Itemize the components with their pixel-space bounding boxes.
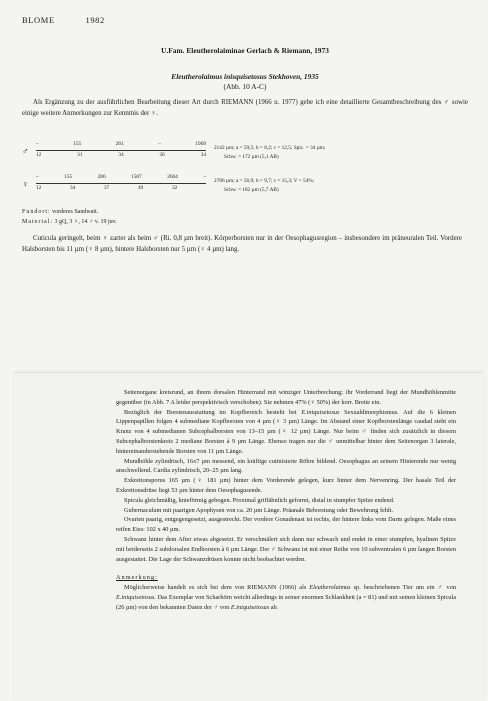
female-numerator: – 155 286 1507 2604 – (36, 174, 206, 180)
paragraph-seitenorgane: Seitenorgane kreisrund, an ihrem dorsalen Hinterrand mit winziger Unterbrechung; ihr Vorderrand liegt der Mundhöhlenmitte gegenüber (in Abb. 7 A leider perspektivisch verschoben). Sie nehmen 47% (♀ 50%) der korr. Breite ein. (116, 389, 456, 406)
female-fraction (36, 172, 206, 194)
specimen-info: Fundort: vorderes Sandwatt. Material: 3 gQ, 3 ♀, 14 ♂ v. 19 juv. (22, 209, 117, 225)
paragraph-spicula: Spicula gleichmäßig, knieförmig gebogen. Proximal griffähnlich geformt, distal in stumpfer Spitze endend. (124, 496, 395, 504)
paragraph-schwanz: Schwanz hinter dem After etwas abgesetzt. Er verschmälert sich dann nur schwach und endet in einer stumpfen, hyalinen Spitze mit beiderseits 2 subdorsalen Endborsten à 6 µm Länge. Der ♂ Schwanz ist mit einer Reihe von 10 subventralen 6 µm langen Borsten ausgestattet. Die Lage der Schwanzdrüsen konnte nicht beobachtet werden. (116, 535, 456, 563)
paragraph-gubernaculum: Gubernaculum mit paarigen Apophysen von ca. 20 µm Länge. Präanale Beborstung oder Bewehrung fehlt. (124, 506, 394, 514)
female-measurements: 2786 µm; a = 56,9; b = 9,7; c = 15,3; V = 54%; Schw. = 182 µm (5,7 AB) (214, 178, 315, 193)
paragraph-borsten: Bezüglich der Borstenausstattung im Kopfbereich besteht bei E.iniquisetosus Sexualdimorphismus. Auf die 6 kleinen Lippenpapillen folgen 4 submediane Kopfborsten von 4 µm (♀ 3 µm) Länge. Im Abstand einer Kopfborstenlänge caudad steht ein Kranz von 4 submedianen Subcephalborsten von 13–15 µm (♀ 12 µm) Länge. Nur beim ♂ finden sich zusätzlich in diesem Subcephalborstenkreis 2 mediane Borsten à 9 µm Länge. Ebenso tragen nur die ♂ unmittelbar hinter dem Seitenorgan 3 laterale, hintereinanderstehende Borsten von 11 µm Länge. (116, 408, 456, 455)
cuticle-paragraph: Cuticula geringelt, beim ♀ zarter als beim ♂ (Ri. 0,8 µm breit). Körperborsten nur in der Oesophagusregion – insbesondere im präneuralen Teil. Vordere Halsborsten bis 11 µm (♀ 8 µm), hintere Halsborsten nur 5 µm (♀ 4 µm) lang. (22, 235, 462, 253)
male-denominator: 12 31 34 36 34 (36, 152, 206, 158)
fraction-bar (36, 150, 206, 151)
male-symbol: ♂ (22, 146, 29, 156)
male-numerator: – 155 261 – 1969 (36, 141, 206, 147)
fraction-bar (36, 183, 206, 184)
paragraph-exkretion: Exkretionsporus 165 µm (♀ 181 µm) hinter dem Vorderende gelegen, kurz hinter dem Nervenring. Der basale Teil der Exkretionsdrüse liegt 53 µm hinter dem Oesophagusende. (116, 477, 456, 494)
paragraph-remark: Möglicherweise handelt es sich bei dem von RIEMANN (1966) als Eleutherolaimus sp. beschriebenen Tier um ein ♂ von E.iniquisetosus. Das Exemplar von Scharhörn weicht allerdings in seiner enormen Schlankheit (a = 81) und mit seinen kleinen Spicula (26 µm) von den bekannten Daten der ♂ von E.iniquisetosus ab. (116, 584, 456, 611)
intro-paragraph: Als Ergänzung zu der ausführlichen Bearbeitung dieser Art durch RIEMANN (1966 u. 1977) gebe ich eine detaillierte Gesamtbeschreibung des ♂ sowie einige weitere Anmerkungen zur Kenntnis der ♀. (22, 99, 468, 117)
species-heading (22, 72, 468, 92)
running-head-author: BLOME (22, 15, 55, 25)
section-title: U.Fam. Eleutherolaiminae Gerlach & Riemann, 1973 (161, 46, 329, 55)
description-body (116, 388, 456, 613)
female-denominator: 12 34 37 49 32 (36, 185, 178, 191)
running-header (22, 15, 133, 25)
female-symbol: ♀ (22, 179, 29, 189)
male-measurements: 2142 µm; a = 59,5; b = 8,2; c = 12,5; Spic. = 34 µm; Schw. = 172 µm (5,1 AB) (214, 145, 326, 160)
figure-reference: (Abb. 10 A-C) (223, 82, 267, 91)
female-formula (22, 172, 468, 200)
male-formula (22, 139, 468, 167)
paragraph-ovarien: Ovarien paarig, entgegengesetzt, ausgestreckt. Der vordere Gonadenast ist rechts, der hintere links vom Darm gelegen. Maße eines reifen Eies: 102 x 40 µm. (116, 516, 456, 534)
male-fraction (36, 139, 206, 161)
remark-heading: Anmerkung: (116, 574, 158, 582)
species-name: Eleutherolaimus inisquisetosus Stekhoven, 1935 (171, 72, 319, 81)
running-head-year: 1982 (85, 15, 105, 25)
paragraph-mundhoehle: Mundhöhle zylindrisch, 16x7 µm messend, ein kräftige cutinisierte Röhre bildend. Oesophagus an seinem Hinterende nur wenig anschwellend. Cardia zylindrisch, 20–25 µm lang. (116, 457, 456, 475)
